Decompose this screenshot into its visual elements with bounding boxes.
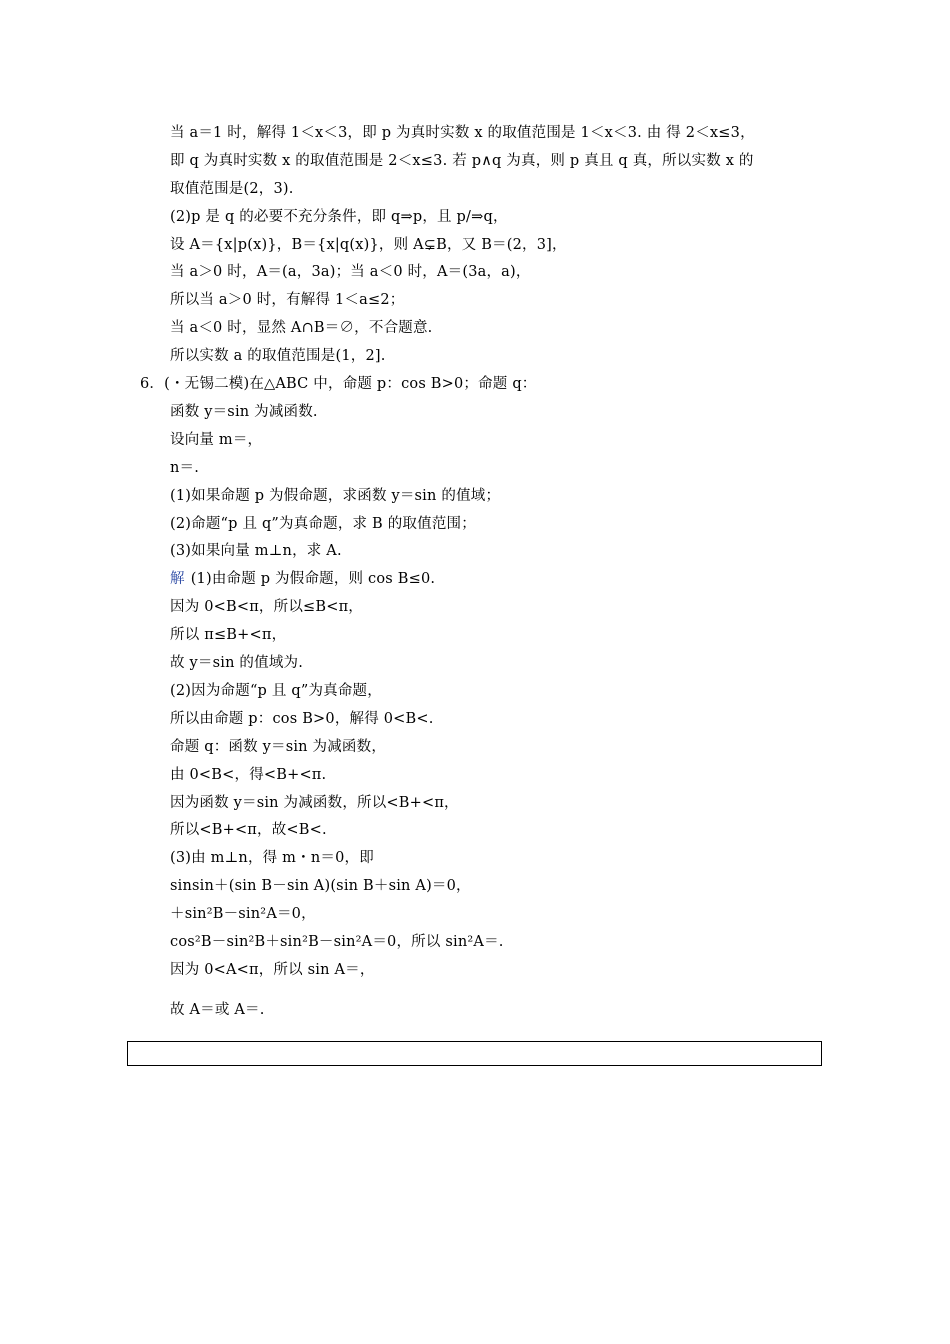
text-line: n＝. [170,460,200,476]
text-line: 所以 π≤B+<π， [170,627,287,643]
empty-answer-box [127,1041,822,1066]
text-line: (2)p 是 q 的必要不充分条件，即 q⇒p，且 p/⇒q， [170,209,508,225]
text-line: 当 a＝1 时，解得 1＜x＜3，即 p 为真时实数 x 的取值范围是 1＜x＜3. 由 得 2＜x≤3， [170,125,755,141]
text-line: 因为 0<A<π，所以 sin A＝， [170,962,375,978]
solution-label: 解 [170,571,185,587]
text-line: (2)命题“p 且 q”为真命题，求 B 的取值范围； [170,516,476,532]
problem-heading: 6．(・无锡二模)在△ABC 中，命题 p：cos B>0；命题 q： [140,376,537,392]
text-line: 由 0<B<，得<B+<π. [170,767,327,783]
text-line: 因为函数 y＝sin 为减函数，所以<B+<π， [170,795,459,811]
text-line: 所以实数 a 的取值范围是(1，2]. [170,348,386,364]
text-line: cos²B－sin²B＋sin²B－sin²A＝0，所以 sin²A＝. [170,934,504,950]
text-line: 函数 y＝sin 为减函数. [170,404,318,420]
solution-start-line [170,569,435,589]
text-line: 取值范围是(2，3). [170,181,294,197]
text-line: 所以<B+<π，故<B<. [170,822,327,838]
text-line: 即 q 为真时实数 x 的取值范围是 2＜x≤3. 若 p∧q 为真，则 p 真且 q 真，所以实数 x 的 [170,153,754,169]
final-answer-line: 故 A＝或 A＝. [170,1002,265,1018]
text-line: 因为 0<B<π，所以≤B<π， [170,599,364,615]
text-line: 命题 q：函数 y＝sin 为减函数， [170,739,387,755]
text-line: 故 y＝sin 的值域为. [170,655,304,671]
text-line: ＋sin²B－sin²A＝0， [170,906,316,922]
text-line: 当 a＜0 时，显然 A∩B＝∅，不合题意. [170,320,433,336]
text-line: 设向量 m＝， [170,432,263,448]
text-line: (3)如果向量 m⊥n，求 A. [170,543,342,559]
text-line: (2)因为命题“p 且 q”为真命题， [170,683,382,699]
solution-first-text: (1)由命题 p 为假命题，则 cos B≤0. [190,571,436,587]
text-line: 设 A＝{x|p(x)}，B＝{x|q(x)}，则 A⊊B，又 B＝(2，3]， [170,237,567,253]
text-line: 当 a＞0 时，A＝(a，3a)；当 a＜0 时，A＝(3a，a)， [170,264,531,280]
text-line: sinsin＋(sin B－sin A)(sin B＋sin A)＝0， [170,878,471,894]
text-line: (1)如果命题 p 为假命题，求函数 y＝sin 的值域； [170,488,501,504]
text-line: 所以当 a＞0 时，有解得 1＜a≤2； [170,292,405,308]
text-line: (3)由 m⊥n，得 m・n＝0，即 [170,850,374,866]
text-line: 所以由命题 p：cos B>0，解得 0<B<. [170,711,434,727]
